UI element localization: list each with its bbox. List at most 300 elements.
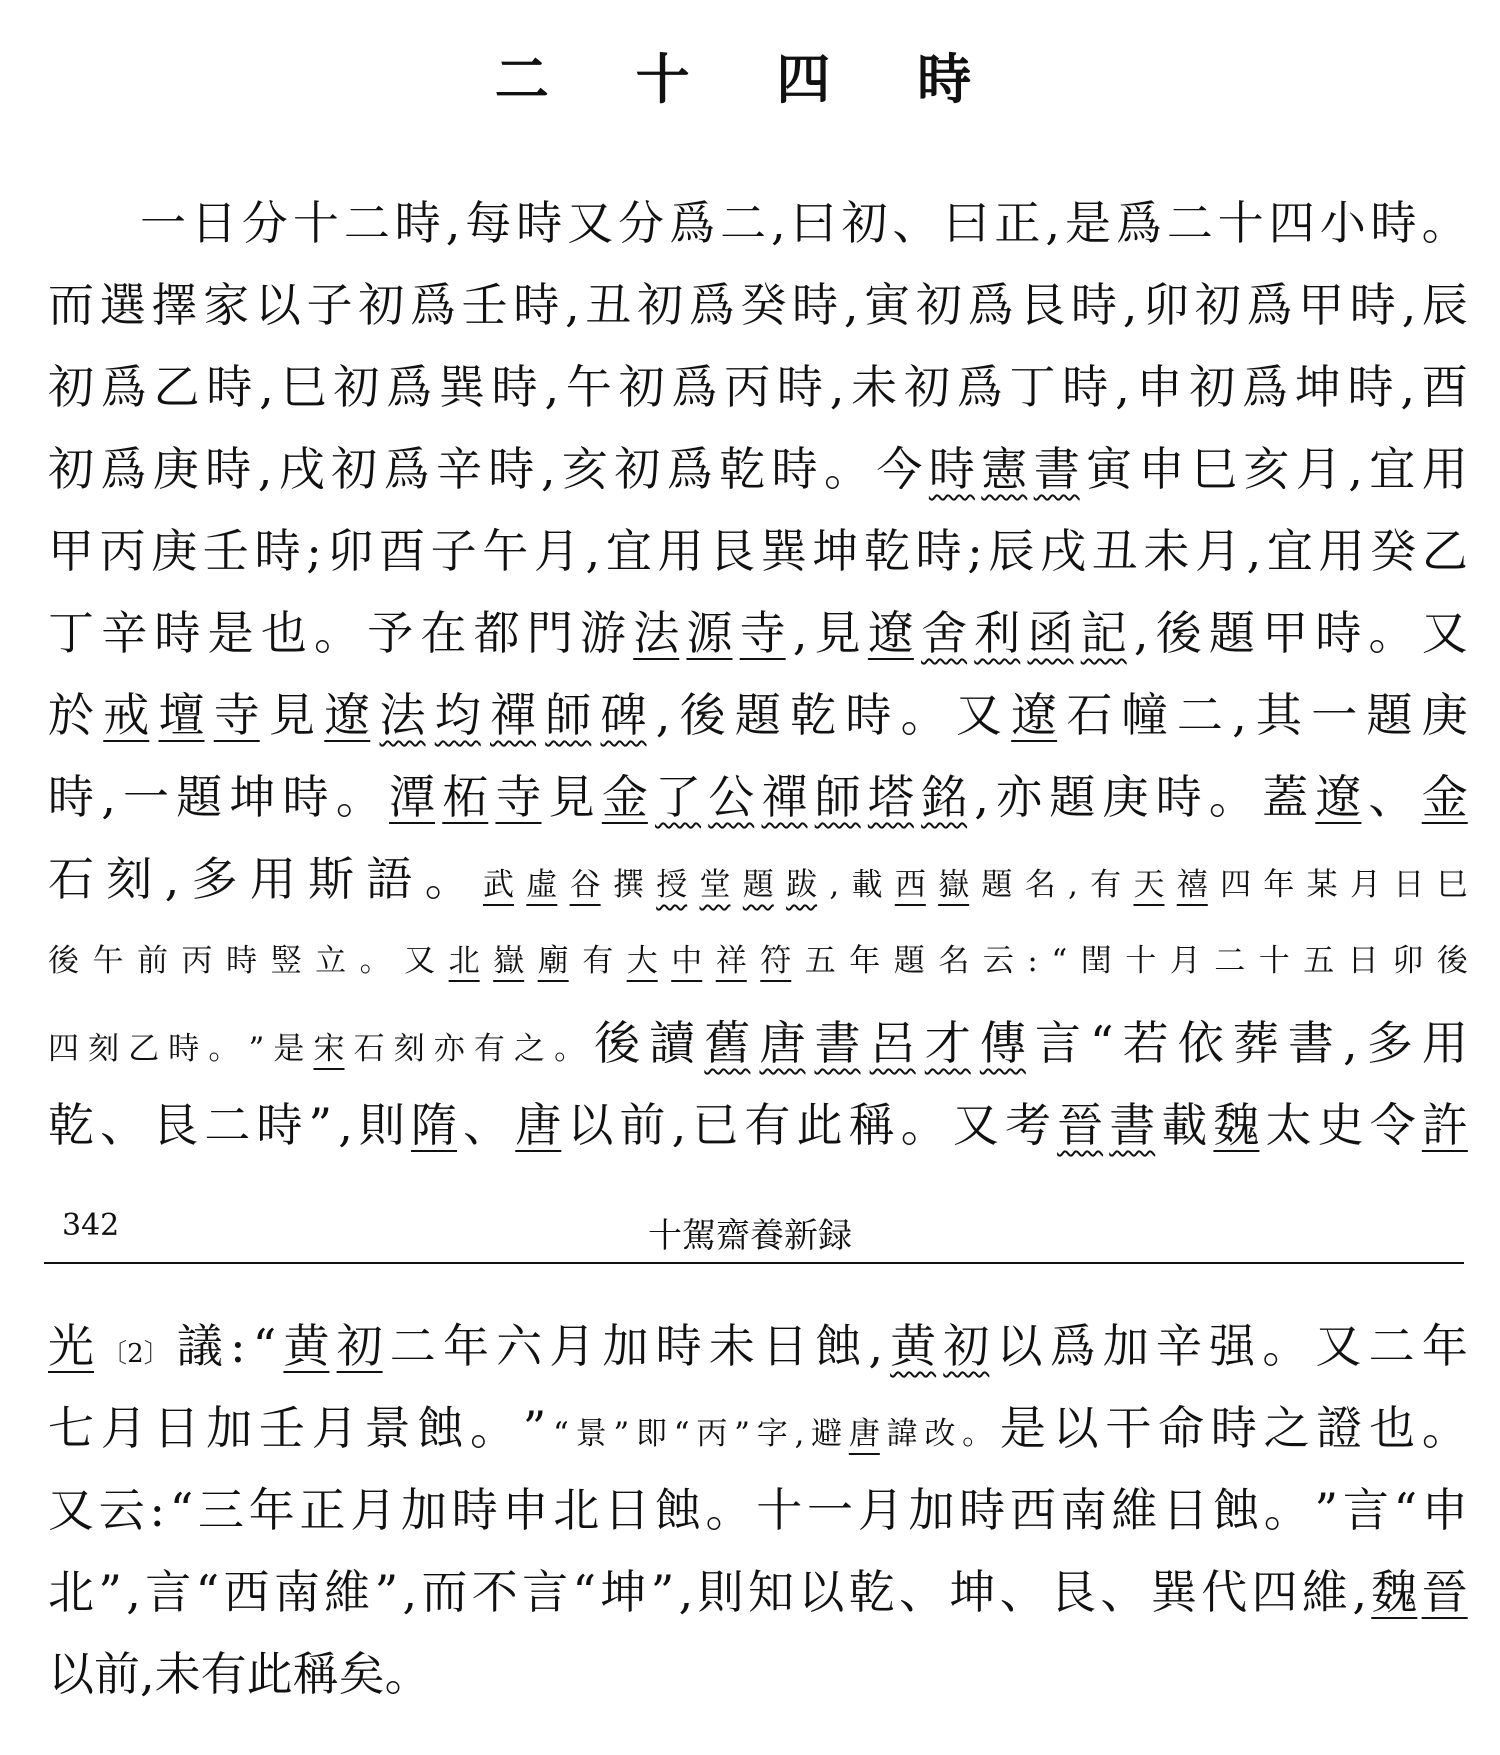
glyph: 壬 — [461, 278, 508, 332]
glyph: 年 — [849, 943, 881, 979]
glyph: 晉 — [1057, 1098, 1104, 1152]
glyph: 加 — [206, 1401, 253, 1455]
glyph: 每 — [465, 196, 512, 250]
glyph: 爲 — [1115, 196, 1162, 250]
glyph: 字 — [756, 1416, 788, 1452]
text-line — [48, 1551, 1468, 1633]
glyph: 。 — [1263, 1483, 1310, 1537]
glyph: 。 — [900, 1098, 947, 1152]
glyph: 丙 — [181, 943, 213, 979]
glyph: : — [149, 1483, 165, 1537]
glyph: 時 — [282, 770, 329, 824]
glyph: 分 — [241, 196, 288, 250]
glyph: 諱 — [886, 1416, 918, 1452]
glyph: 了 — [655, 770, 702, 824]
glyph: 六 — [496, 1319, 543, 1373]
glyph: 黄 — [283, 1319, 330, 1373]
glyph: 擇 — [151, 278, 198, 332]
glyph: 禪 — [490, 688, 536, 742]
glyph: 丙 — [99, 524, 146, 578]
glyph: ; — [967, 524, 983, 578]
glyph: 艮 — [709, 524, 756, 578]
glyph: 避 — [811, 1416, 843, 1452]
glyph: 改 — [924, 1416, 956, 1452]
glyph: : — [230, 1319, 246, 1373]
glyph: 加 — [1102, 1319, 1149, 1373]
glyph: 又 — [404, 943, 436, 979]
glyph: 艮 — [152, 1098, 199, 1152]
running-title: 十駕齋養新録 — [648, 1216, 852, 1256]
glyph: 時 — [792, 278, 839, 332]
glyph: , — [671, 1098, 687, 1152]
glyph: 月 — [1295, 442, 1342, 496]
glyph: , — [771, 196, 786, 250]
glyph: 稱 — [292, 1647, 339, 1701]
glyph: 載 — [1161, 1098, 1208, 1152]
glyph: 時 — [915, 524, 962, 578]
glyph: 用 — [1421, 442, 1468, 496]
glyph: 乾 — [790, 688, 837, 742]
glyph: 日 — [153, 1401, 200, 1455]
glyph: 證 — [1316, 1401, 1363, 1455]
text-line — [48, 346, 1468, 428]
glyph: 代 — [1201, 1565, 1248, 1619]
glyph: 坤 — [600, 1565, 647, 1619]
glyph: 又 — [1421, 606, 1468, 660]
glyph: “ — [673, 1416, 690, 1452]
glyph: 時 — [491, 360, 538, 414]
glyph: 云 — [982, 943, 1014, 979]
glyph: 西 — [894, 867, 926, 903]
glyph: 之 — [1263, 1401, 1310, 1455]
glyph: 。 — [554, 1031, 586, 1067]
glyph: 而 — [48, 278, 94, 332]
glyph: 命 — [1158, 1401, 1205, 1455]
glyph: 家 — [203, 278, 250, 332]
glyph: 刻 — [393, 1031, 425, 1067]
glyph: , — [829, 360, 845, 414]
glyph: 中 — [671, 943, 703, 979]
glyph: 選 — [99, 278, 146, 332]
glyph: 、 — [463, 1098, 510, 1152]
glyph: 言 — [145, 1565, 192, 1619]
text-line — [48, 1633, 1468, 1715]
glyph: 後 — [48, 943, 79, 979]
glyph: 爲 — [688, 278, 735, 332]
glyph: 以 — [254, 278, 301, 332]
glyph: 以 — [567, 1098, 614, 1152]
glyph: 巽 — [438, 360, 485, 414]
glyph: 時 — [394, 196, 441, 250]
glyph: 未 — [851, 360, 898, 414]
glyph: 辛 — [1155, 1319, 1202, 1373]
glyph: 初 — [336, 1319, 383, 1373]
glyph: 又 — [952, 1098, 999, 1152]
glyph: 稱 — [848, 1098, 895, 1152]
glyph: 寅 — [1086, 442, 1133, 496]
glyph: 巳 — [280, 360, 327, 414]
glyph: 。 — [1421, 196, 1468, 250]
continued-text — [48, 1305, 1468, 1715]
glyph: 爲 — [100, 360, 147, 414]
glyph: 黄 — [890, 1319, 937, 1373]
glyph: 撰 — [612, 867, 644, 903]
glyph: 卯 — [327, 524, 374, 578]
glyph: 西 — [1010, 1483, 1057, 1537]
glyph: 亦 — [996, 770, 1043, 824]
glyph: 申 — [502, 1483, 549, 1537]
main-text — [48, 182, 1468, 1166]
glyph: 月 — [1349, 867, 1381, 903]
glyph: 乾 — [48, 1098, 94, 1152]
glyph: , — [445, 196, 461, 250]
glyph: 維 — [324, 1565, 371, 1619]
glyph: 丙 — [696, 1416, 728, 1452]
glyph: 初 — [614, 442, 661, 496]
glyph: , — [257, 442, 273, 496]
glyph: : — [1027, 943, 1038, 979]
glyph: 時 — [655, 1319, 702, 1373]
glyph: 辛 — [436, 442, 482, 496]
glyph: 申 — [1138, 442, 1185, 496]
glyph: 乾 — [719, 442, 766, 496]
glyph: 禧 — [1176, 867, 1208, 903]
glyph: , — [1401, 278, 1417, 332]
glyph: 時 — [516, 196, 563, 250]
glyph: 。 — [962, 1416, 994, 1452]
glyph: 有 — [744, 1098, 791, 1152]
glyph: 時 — [928, 442, 975, 496]
glyph: 時 — [1370, 196, 1417, 250]
glyph: , — [1068, 867, 1078, 903]
glyph: 南 — [273, 1565, 320, 1619]
glyph: 。 — [470, 1401, 516, 1455]
glyph: 依 — [1177, 1016, 1224, 1070]
glyph: 呂 — [869, 1016, 916, 1070]
glyph: ” — [374, 1565, 399, 1619]
glyph: 嶽 — [493, 943, 525, 979]
glyph: 蓋 — [1262, 770, 1309, 824]
glyph: 嶽 — [938, 867, 970, 903]
glyph: 石 — [1066, 688, 1113, 742]
glyph: 日 — [1393, 867, 1425, 903]
glyph: 丑 — [1091, 524, 1138, 578]
glyph: 二 — [1368, 1319, 1415, 1373]
glyph: 艮 — [1019, 278, 1066, 332]
glyph: 初 — [943, 1319, 990, 1373]
text-line — [48, 182, 1468, 264]
glyph: 公 — [708, 770, 755, 824]
glyph: 時 — [1349, 278, 1396, 332]
glyph: 太 — [1265, 1098, 1312, 1152]
header-rule — [44, 1262, 1464, 1264]
glyph: 時 — [154, 606, 201, 660]
glyph: 乾 — [864, 524, 911, 578]
glyph: 有 — [1090, 867, 1122, 903]
glyph: 北 — [48, 1565, 94, 1619]
glyph: 石 — [353, 1031, 385, 1067]
glyph: 辰 — [1421, 278, 1468, 332]
glyph: 宋 — [313, 1031, 345, 1067]
glyph: 日 — [190, 196, 237, 250]
glyph: 十 — [292, 196, 339, 250]
glyph: 晉 — [1421, 1565, 1468, 1619]
glyph: 一 — [123, 770, 170, 824]
glyph: 爲 — [100, 442, 147, 496]
glyph: 時 — [1347, 360, 1394, 414]
glyph: , — [678, 1565, 694, 1619]
glyph: 予 — [367, 606, 414, 660]
glyph: 以 — [48, 1647, 94, 1701]
glyph: 巽 — [1150, 1565, 1197, 1619]
glyph: ” — [248, 1031, 265, 1067]
glyph: 日 — [761, 1319, 808, 1373]
glyph: 用 — [1421, 1016, 1468, 1070]
glyph: 蝕 — [417, 1401, 464, 1455]
glyph: 。 — [424, 852, 471, 906]
glyph: 大 — [626, 943, 658, 979]
page-title: 二 十 四 時 — [494, 47, 1006, 111]
glyph: 語 — [366, 852, 413, 906]
glyph: 時 — [451, 1483, 498, 1537]
glyph: 年 — [1421, 1319, 1468, 1373]
glyph: 師 — [545, 688, 592, 742]
glyph: 時 — [845, 688, 892, 742]
glyph: 刻 — [106, 852, 153, 906]
glyph: 爲 — [669, 196, 716, 250]
glyph: 午 — [565, 360, 612, 414]
glyph: “ — [195, 1565, 220, 1619]
glyph: “ — [1051, 943, 1068, 979]
glyph: 宜 — [1369, 442, 1416, 496]
glyph: 多 — [191, 852, 238, 906]
glyph: 也 — [260, 606, 307, 660]
glyph: 利 — [974, 606, 1021, 660]
glyph: 許 — [1421, 1098, 1468, 1152]
glyph: 月 — [857, 1483, 904, 1537]
glyph: 景 — [364, 1401, 411, 1455]
glyph: 戒 — [103, 688, 150, 742]
text-line — [48, 674, 1468, 756]
glyph: 後 — [594, 1016, 641, 1070]
glyph: 又 — [1315, 1319, 1362, 1373]
glyph: 法 — [379, 688, 426, 742]
glyph: 後 — [1155, 606, 1202, 660]
glyph: 午 — [92, 943, 124, 979]
glyph: “ — [169, 1483, 194, 1537]
glyph: 四 — [1268, 196, 1315, 250]
glyph: 巳 — [1436, 867, 1468, 903]
glyph: 又 — [955, 688, 1002, 742]
glyph: 竪 — [270, 943, 302, 979]
glyph: 跋 — [786, 867, 818, 903]
glyph: 令 — [1369, 1098, 1416, 1152]
glyph: 一 — [807, 1483, 854, 1537]
glyph: 前 — [619, 1098, 666, 1152]
glyph: 。 — [1208, 770, 1255, 824]
glyph: 初 — [1189, 360, 1236, 414]
glyph: , — [843, 278, 859, 332]
glyph: 戌 — [1040, 524, 1087, 578]
glyph: , — [1400, 360, 1415, 414]
glyph: 時 — [1071, 278, 1118, 332]
glyph: 十 — [756, 1483, 803, 1537]
glyph: 丁 — [1009, 360, 1056, 414]
glyph: 以 — [798, 1565, 845, 1619]
glyph: 卯 — [1392, 943, 1424, 979]
glyph: 。 — [335, 770, 382, 824]
glyph: 二 — [720, 196, 767, 250]
glyph: 時 — [513, 278, 560, 332]
glyph: 時 — [226, 943, 258, 979]
glyph: 舍 — [921, 606, 968, 660]
glyph: 。 — [208, 1031, 240, 1067]
glyph: 唐 — [515, 1098, 562, 1152]
glyph: 。 — [824, 442, 870, 496]
glyph: 時 — [48, 770, 94, 824]
glyph: 四 — [48, 1031, 79, 1067]
glyph: 日 — [604, 1483, 651, 1537]
glyph: 不 — [471, 1565, 518, 1619]
glyph: 言 — [522, 1565, 569, 1619]
glyph: 舊 — [704, 1016, 751, 1070]
glyph: 二 — [1214, 943, 1246, 979]
glyph: 壬 — [259, 1401, 305, 1455]
glyph: 見 — [548, 770, 595, 824]
glyph: 月 — [350, 1483, 397, 1537]
glyph: ; — [306, 524, 322, 578]
glyph: 蝕 — [1213, 1483, 1260, 1537]
glyph: 若 — [1122, 1016, 1169, 1070]
glyph: 甲 — [1298, 278, 1345, 332]
glyph: 閏 — [1080, 943, 1112, 979]
glyph: 北 — [448, 943, 480, 979]
glyph: 源 — [686, 606, 733, 660]
glyph: 。 — [1368, 606, 1415, 660]
glyph: , — [974, 770, 989, 824]
glyph: 矣 — [338, 1647, 385, 1701]
glyph: 立 — [315, 943, 347, 979]
glyph: 、 — [1100, 1565, 1147, 1619]
glyph: 亦 — [433, 1031, 465, 1067]
text-line — [48, 1084, 1468, 1166]
glyph: 柘 — [442, 770, 489, 824]
glyph: 辰 — [988, 524, 1035, 578]
glyph: , — [794, 1416, 805, 1452]
glyph: 乙 — [128, 1031, 160, 1067]
glyph: 葬 — [1232, 1016, 1279, 1070]
glyph: 時 — [206, 360, 253, 414]
glyph: 言 — [1034, 1016, 1081, 1070]
glyph: 蝕 — [815, 1319, 862, 1373]
glyph: ” — [98, 1565, 122, 1619]
glyph: 之 — [513, 1031, 545, 1067]
glyph: 七 — [48, 1401, 94, 1455]
glyph: 四 — [1220, 867, 1252, 903]
glyph: 二 — [204, 1098, 251, 1152]
glyph: 用 — [249, 852, 296, 906]
glyph: 丑 — [585, 278, 632, 332]
glyph: 爲 — [1242, 360, 1289, 414]
glyph: 。 — [1262, 1319, 1309, 1373]
glyph: 。 — [314, 606, 361, 660]
glyph: , — [1122, 278, 1138, 332]
glyph: , — [1115, 360, 1130, 414]
glyph: 庚 — [152, 442, 199, 496]
glyph: , — [540, 442, 556, 496]
glyph: 斯 — [308, 852, 355, 906]
glyph: 時 — [488, 442, 535, 496]
glyph: 此 — [246, 1647, 293, 1701]
glyph: 爲 — [671, 360, 718, 414]
glyph: 日 — [1162, 1483, 1209, 1537]
glyph: 符 — [760, 943, 792, 979]
text-line — [48, 838, 1468, 920]
glyph: 讀 — [649, 1016, 696, 1070]
glyph: 。 — [384, 1647, 431, 1701]
glyph: 年 — [442, 1319, 489, 1373]
glyph: 武 — [483, 867, 514, 903]
text-line — [48, 1469, 1468, 1551]
glyph: “ — [553, 1416, 569, 1452]
glyph: 五 — [1303, 943, 1335, 979]
glyph: , — [544, 360, 560, 414]
glyph: 庚 — [151, 524, 198, 578]
glyph: 坤 — [812, 524, 859, 578]
glyph: , — [1343, 1016, 1358, 1070]
glyph: , — [101, 770, 116, 824]
glyph: 石 — [48, 852, 94, 906]
glyph: 乙 — [153, 360, 200, 414]
glyph: 題 — [1049, 770, 1096, 824]
glyph: 以 — [1052, 1401, 1099, 1455]
glyph: 酉 — [378, 524, 425, 578]
glyph: , — [1352, 1565, 1367, 1619]
glyph: 於 — [48, 688, 94, 742]
glyph: , — [585, 524, 601, 578]
glyph: 、 — [899, 1565, 946, 1619]
glyph: 題 — [1208, 606, 1255, 660]
glyph: 爲 — [956, 360, 1003, 414]
glyph: 谷 — [569, 867, 601, 903]
glyph: 議 — [176, 1319, 223, 1373]
glyph: 前 — [94, 1647, 140, 1701]
glyph: 時 — [1315, 606, 1362, 660]
glyph: 月 — [311, 1401, 358, 1455]
glyph: 維 — [1111, 1483, 1158, 1537]
glyph: , — [868, 1319, 883, 1373]
glyph: 初 — [841, 196, 888, 250]
glyph: ” — [1314, 1483, 1339, 1537]
glyph: 光 — [48, 1319, 94, 1373]
glyph: 師 — [814, 770, 861, 824]
glyph: 月 — [549, 1319, 596, 1373]
text-line — [48, 510, 1468, 592]
glyph: 爲 — [409, 278, 456, 332]
glyph: 二 — [1166, 196, 1213, 250]
glyph: 魏 — [1213, 1098, 1260, 1152]
glyph: 子 — [306, 278, 353, 332]
glyph: 巳 — [1190, 442, 1237, 496]
glyph: ” — [650, 1565, 675, 1619]
glyph: , — [140, 1647, 155, 1701]
glyph: 未 — [154, 1647, 201, 1701]
glyph: 三 — [198, 1483, 245, 1537]
glyph: 五 — [804, 943, 836, 979]
glyph: 則 — [358, 1098, 405, 1152]
glyph: 天 — [1133, 867, 1165, 903]
glyph: 也 — [1369, 1401, 1416, 1455]
